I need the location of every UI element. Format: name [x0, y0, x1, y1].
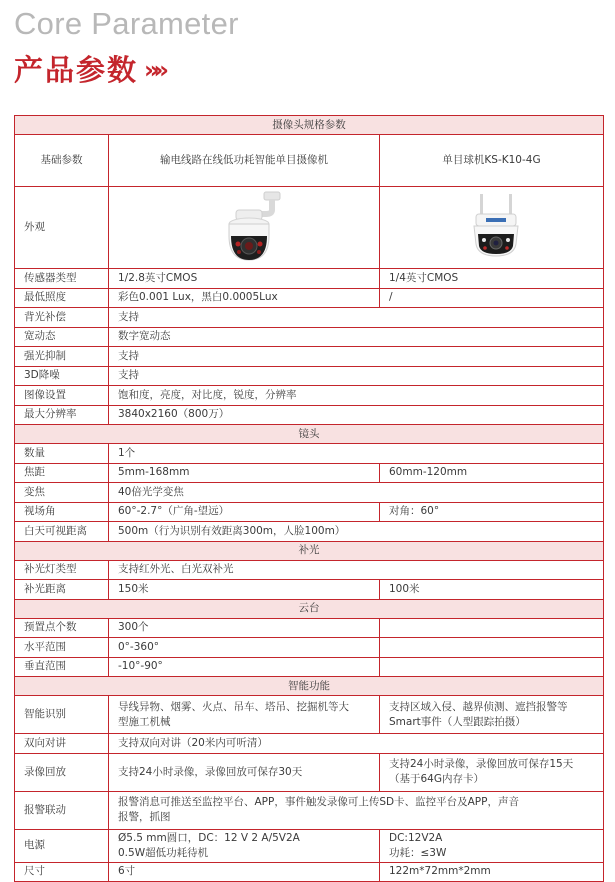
title-chinese: [14, 48, 163, 89]
shared-value: 支持红外光、白光双补光: [109, 560, 604, 580]
row-label: 宽动态: [15, 327, 109, 347]
value-line: 支持区域入侵、越界侦测、遮挡报警等: [389, 700, 568, 713]
table-row: [15, 386, 604, 406]
row-label: 智能识别: [15, 696, 109, 734]
product-b-value: 100米: [380, 580, 604, 600]
product-a-value: 60°-2.7°（广角-望远）: [109, 502, 380, 522]
row-label: 补光距离: [15, 580, 109, 600]
row-label: 强光抑制: [15, 347, 109, 367]
table-row: [15, 288, 604, 308]
value-line: 0.5W超低功耗待机: [118, 846, 209, 859]
product-a-value: [109, 696, 380, 734]
shared-value: 500m（行为识别有效距离300m，人脸100m）: [109, 522, 604, 542]
shared-value: 饱和度，亮度，对比度，锐度，分辨率: [109, 386, 604, 406]
row-label: 外观: [15, 187, 109, 269]
row-label: 3D降噪: [15, 366, 109, 386]
value-line: 导线异物、烟雾、火点、吊车、塔吊、挖掘机等大: [118, 700, 349, 713]
product-b-value: 对角：60°: [380, 502, 604, 522]
product-a-value: 0°-360°: [109, 638, 380, 658]
title-english: Core Parameter: [14, 6, 239, 41]
table-row: [15, 269, 604, 289]
row-label: 报警联动: [15, 791, 109, 829]
table-row: [15, 734, 604, 754]
product-a-value: 150米: [109, 580, 380, 600]
product-b-image-cell: [380, 187, 604, 269]
table-row: [15, 405, 604, 425]
product-b-value: /: [380, 288, 604, 308]
table-row: [15, 696, 604, 734]
value-line: 型施工机械: [118, 715, 171, 728]
product-b-name: 单目球机KS-K10-4G: [380, 135, 604, 187]
product-b-value: 1/4英寸CMOS: [380, 269, 604, 289]
row-label: 背光补偿: [15, 308, 109, 328]
table-row: [15, 618, 604, 638]
product-a-value: 1/2.8英寸CMOS: [109, 269, 380, 289]
spec-table: [14, 115, 604, 882]
product-a-value: -10°-90°: [109, 657, 380, 677]
value-line: 支持24小时录像，录像回放可保存15天: [389, 758, 574, 770]
table-row: [15, 347, 604, 367]
table-row: [15, 560, 604, 580]
row-label: 垂直范围: [15, 657, 109, 677]
row-label: 白天可视距离: [15, 522, 109, 542]
section-row-fill-light: [15, 541, 604, 560]
table-row: [15, 657, 604, 677]
table-row: [15, 327, 604, 347]
shared-value: 支持: [109, 366, 604, 386]
value-line: Ø5.5 mm圆口，DC：12 V 2 A/5V2A: [118, 831, 300, 844]
section-title: 镜头: [15, 425, 604, 444]
value-line: 功耗：≤3W: [389, 846, 447, 859]
section-title: 云台: [15, 599, 604, 618]
table-row: [15, 638, 604, 658]
shared-value: 3840x2160（800万）: [109, 405, 604, 425]
row-label: 水平范围: [15, 638, 109, 658]
row-label: 最大分辨率: [15, 405, 109, 425]
product-b-value: [380, 618, 604, 638]
product-a-value: [109, 829, 380, 862]
shared-value: 支持: [109, 347, 604, 367]
row-label: 焦距: [15, 463, 109, 483]
shared-value: 1个: [109, 444, 604, 464]
shared-value: 支持: [109, 308, 604, 328]
product-a-name: 输电线路在线低功耗智能单目摄像机: [109, 135, 380, 187]
basic-params-row: [15, 135, 604, 187]
section-title: 智能功能: [15, 677, 604, 696]
product-b-value: 122m*72mm*2mm: [380, 862, 604, 882]
value-line: DC:12V2A: [389, 831, 443, 844]
row-label: 基础参数: [15, 135, 109, 187]
section-row-title: [15, 116, 604, 135]
row-label: 视场角: [15, 502, 109, 522]
value-line: Smart事件（人型跟踪拍摄）: [389, 715, 526, 728]
product-a-value: 支持24小时录像，录像回放可保存30天: [109, 753, 380, 791]
section-title: 补光: [15, 541, 604, 560]
row-label: 预置点个数: [15, 618, 109, 638]
ptz-dome-camera-image: [214, 190, 284, 266]
product-a-value: 6寸: [109, 862, 380, 882]
row-label: 最低照度: [15, 288, 109, 308]
row-label: 传感器类型: [15, 269, 109, 289]
value-line: 报警，抓图: [118, 811, 171, 823]
product-b-value: [380, 696, 604, 734]
table-row: [15, 502, 604, 522]
table-title: 摄像头规格参数: [15, 116, 604, 135]
value-line: （基于64G内存卡）: [389, 773, 484, 785]
table-row: [15, 791, 604, 829]
product-b-value: [380, 753, 604, 791]
row-label: 变焦: [15, 483, 109, 503]
table-row: [15, 463, 604, 483]
table-row: [15, 483, 604, 503]
product-b-value: [380, 638, 604, 658]
product-b-value: 60mm-120mm: [380, 463, 604, 483]
section-row-smart: [15, 677, 604, 696]
shared-value: 40倍光学变焦: [109, 483, 604, 503]
product-a-value: 5mm-168mm: [109, 463, 380, 483]
table-row: [15, 444, 604, 464]
product-a-value: 彩色0.001 Lux，黑白0.0005Lux: [109, 288, 380, 308]
product-b-value: [380, 657, 604, 677]
row-label: 数量: [15, 444, 109, 464]
value-line: 报警消息可推送至监控平台、APP，事件触发录像可上传SD卡、监控平台及APP，声音: [118, 796, 519, 808]
appearance-row: [15, 187, 604, 269]
table-row: [15, 580, 604, 600]
table-row: [15, 753, 604, 791]
section-row-lens: [15, 425, 604, 444]
bullet-dome-camera-image: [466, 190, 526, 266]
table-row: [15, 522, 604, 542]
row-label: 图像设置: [15, 386, 109, 406]
table-row: [15, 366, 604, 386]
row-label: 录像回放: [15, 753, 109, 791]
row-label: 补光灯类型: [15, 560, 109, 580]
table-row: [15, 829, 604, 862]
shared-value: 数字宽动态: [109, 327, 604, 347]
shared-value: 支持双向对讲（20米内可听清）: [109, 734, 604, 754]
double-arrow-icon: »»: [144, 56, 164, 84]
product-a-image-cell: [109, 187, 380, 269]
row-label: 双向对讲: [15, 734, 109, 754]
title-chinese-text: 产品参数: [14, 53, 139, 87]
section-row-ptz: [15, 599, 604, 618]
product-b-value: [380, 829, 604, 862]
row-label: 电源: [15, 829, 109, 862]
table-row: [15, 308, 604, 328]
shared-value: [109, 791, 604, 829]
row-label: 尺寸: [15, 862, 109, 882]
product-a-value: 300个: [109, 618, 380, 638]
